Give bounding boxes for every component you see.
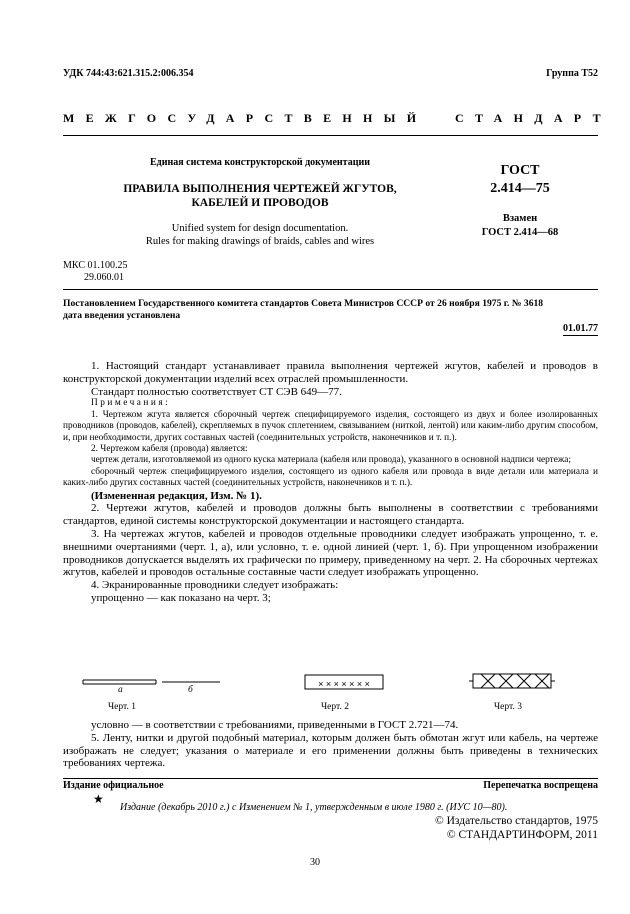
decree xyxy=(63,298,603,322)
paragraph-1: 1. Настоящий стандарт устанавливает правила выполнения чертежей жгутов, кабелей и проводов в конструкторской документации изделий всех отраслей промышленности. xyxy=(63,360,598,385)
figure-2-drawing xyxy=(305,675,383,689)
note-1: 1. Чертежом жгута является сборочный чертеж специфицируемого изделия, состоящего из двух и более изолированных проводников (проводов, кабелей), скрепляемых в пучок сплетением, связыванием (ниткой, лентой) или каким-либо другим способом, и, при необходимости, других составных частей (соединительных устройств, наконечников и т. п.). xyxy=(63,409,598,443)
interstate-heading: МЕЖГОСУДАРСТВЕННЫЙ xyxy=(63,111,428,125)
paragraph-4-simplified: упрощенно — как показано на черт. 3; xyxy=(91,592,271,605)
amendment-note: (Измененная редакция, Изм. № 1). xyxy=(91,489,262,502)
official-edition: Издание официальное xyxy=(63,780,164,791)
note-2a: чертеж детали, изготовляемой из одного куска материала (кабеля или провода), указанного в основной надписи чертежа; xyxy=(91,455,572,466)
paragraph-4-conditional: условно — в соответствии с требованиями, приведенными в ГОСТ 2.721—74. xyxy=(91,719,459,731)
title-ru-line2: КАБЕЛЕЙ И ПРОВОДОВ xyxy=(191,197,329,209)
decree-line1: Постановлением Государственного комитета стандартов Совета Министров СССР от 26 ноября 1975 г. № 3618 xyxy=(63,298,544,309)
fig1-label-a: а xyxy=(118,685,123,695)
footer-divider xyxy=(63,778,598,779)
page-number: 30 xyxy=(310,857,320,868)
paragraph-3: 3. На чертежах жгутов, кабелей и проводов отдельные проводники следует изображать упрощенно, т. е. внешними очертаниями (черт. 1, а), или условно, т. е. одной линией (черт. 1, б). При упрощенном изображении проводников допускается выделять их графически по примеру, приведенному на черт. 2. На сборочных чертежах жгутов, кабелей и проводов остальные составные части следует изображать упрощенно. xyxy=(63,528,598,579)
note-2b: сборочный чертеж специфицируемого изделия, состоящего из одного кабеля или провода в виде детали или материала и каких-либо других составных частей (соединительных устройств, наконечников и т. п.). xyxy=(63,466,598,489)
star-icon: ★ xyxy=(93,792,104,806)
figure-3-drawing xyxy=(469,674,555,688)
udc-code: УДК 744:43:621.315.2:006.354 xyxy=(63,68,194,79)
mks-line2: 29.060.01 xyxy=(84,272,124,283)
copyright-1975: © Издательство стандартов, 1975 xyxy=(434,815,598,827)
figures-row xyxy=(63,672,598,717)
fig2-caption: Черт. 2 xyxy=(321,702,349,712)
title-en-line2: Rules for making drawings of braids, cables and wires xyxy=(145,236,375,247)
reprint-prohibited: Перепечатка воспрещена xyxy=(483,780,598,791)
paragraph-5: 5. Ленту, нитки и другой подобный материал, которым должен быть обмотан жгут или кабель, на чертеже изображать не следует; указания о материале и его применении должны быть приведены в технических требованиях чертежа. xyxy=(63,731,598,770)
copyright-2011: © СТАНДАРТИНФОРМ, 2011 xyxy=(446,829,598,841)
effective-date: 01.01.77 xyxy=(563,323,598,334)
figure-1-drawing xyxy=(83,680,220,684)
standard-heading: СТАНДАРТ xyxy=(455,111,612,125)
fig1-label-b: б xyxy=(188,685,193,695)
header-divider xyxy=(63,135,598,136)
closing-text xyxy=(63,719,598,770)
fig3-shield-crosshatch xyxy=(481,674,549,688)
main-text xyxy=(63,360,598,605)
copyright-block xyxy=(435,814,598,842)
gost-label: ГОСТ xyxy=(500,163,540,178)
mks-line1: МКС 01.100.25 xyxy=(63,260,128,271)
fig3-caption: Черт. 3 xyxy=(494,702,522,712)
replace-label: Взамен xyxy=(502,213,538,224)
paragraph-2: 2. Чертежи жгутов, кабелей и проводов должны быть выполнены в соответствии с требованиями стандартов, единой системы конструкторской документации и настоящего стандарта. xyxy=(63,502,598,528)
title-en xyxy=(100,222,420,248)
mks-divider xyxy=(63,289,598,290)
note-2: 2. Чертежом кабеля (провода) является: xyxy=(91,444,248,455)
fig1-caption: Черт. 1 xyxy=(108,702,136,712)
system-name: Единая система конструкторской документации xyxy=(150,157,370,168)
replaces-block xyxy=(460,212,580,240)
paragraph-4: 4. Экранированные проводники следует изображать: xyxy=(91,579,339,592)
decree-line2: дата введения установлена xyxy=(63,310,181,321)
replace-number: ГОСТ 2.414—68 xyxy=(481,227,559,238)
notes-label: Примечания: xyxy=(91,398,171,409)
group-code: Группа Т52 xyxy=(546,68,598,79)
mks-codes xyxy=(63,260,127,284)
fig3-shield-outline xyxy=(473,674,551,688)
gost-number: 2.414—75 xyxy=(490,181,550,196)
gost-designation xyxy=(460,162,580,198)
edition-note: Издание (декабрь 2010 г.) с Изменением № 1, утвержденным в июле 1980 г. (ИУС 10—80). xyxy=(120,802,508,813)
title-ru-line1: ПРАВИЛА ВЫПОЛНЕНИЯ ЧЕРТЕЖЕЙ ЖГУТОВ, xyxy=(123,183,397,195)
title-ru xyxy=(100,182,420,210)
title-en-line1: Unified system for design documentation. xyxy=(171,223,349,234)
fig2-hatch-marks: × × × × × × × xyxy=(318,679,370,689)
paragraph-sev: Стандарт полностью соответствует СТ СЭВ 649—77. xyxy=(91,385,342,398)
